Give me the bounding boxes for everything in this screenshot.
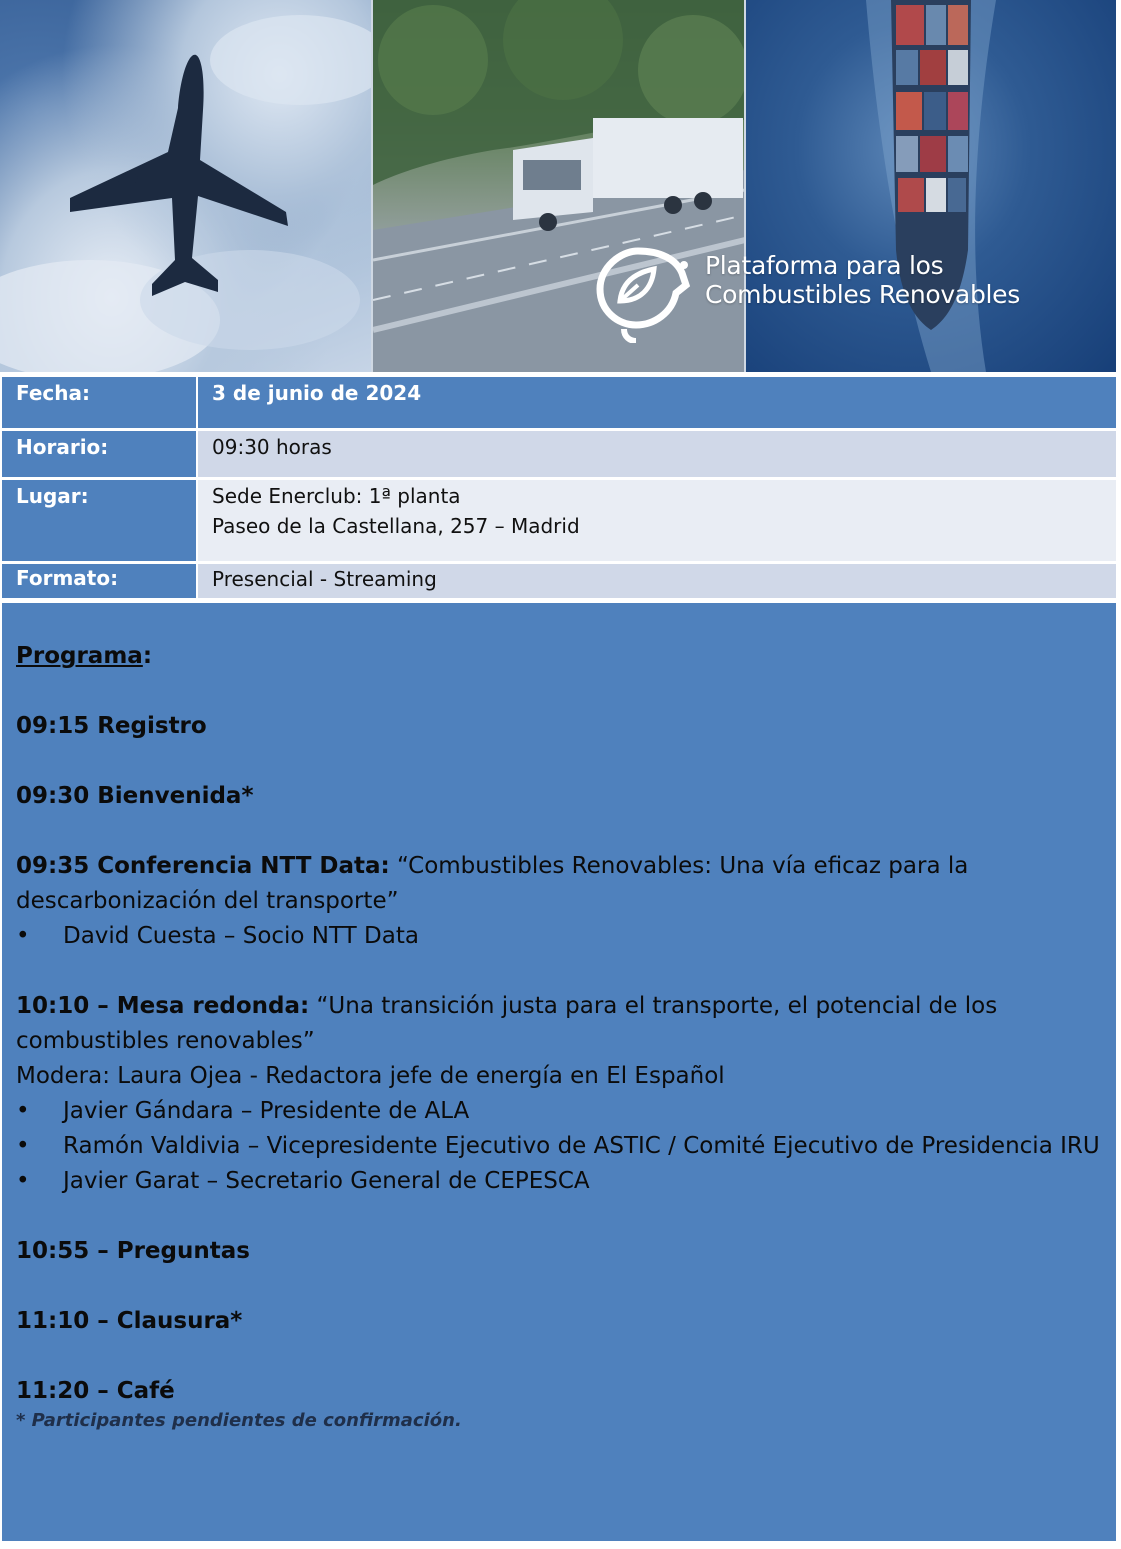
- footnote: * Participantes pendientes de confirmación.: [16, 1410, 462, 1431]
- program-section: [2, 603, 1116, 1541]
- lugar-label: Lugar:: [2, 480, 196, 561]
- leaf-drop-icon: [590, 243, 695, 343]
- lugar-line-1: Sede Enerclub: 1ª planta: [212, 484, 461, 508]
- info-row-formato: [2, 564, 1116, 598]
- agenda-item-mesa-redonda: 10:10 – Mesa redonda: “Una transición justa para el transporte, el potencial de los combustibles renovables”: [16, 993, 998, 1054]
- agenda-item-bienvenida: 09:30 Bienvenida*: [16, 783, 254, 809]
- agenda-item-registro: 09:15 Registro: [16, 713, 207, 739]
- platform-name: Plataforma para los Combustibles Renovables: [705, 251, 1020, 309]
- speaker-item: • Javier Garat – Secretario General de CEPESCA: [16, 1168, 590, 1194]
- fecha-label: Fecha:: [2, 377, 196, 428]
- formato-label: Formato:: [2, 564, 196, 598]
- horario-value: 09:30 horas: [198, 431, 1116, 477]
- agenda-item-cafe: 11:20 – Café: [16, 1378, 175, 1404]
- agenda-item-conferencia: 09:35 Conferencia NTT Data: “Combustibles Renovables: Una vía eficaz para la descarbonización del transporte”: [16, 853, 969, 914]
- agenda-item-preguntas: 10:55 – Preguntas: [16, 1238, 250, 1264]
- platform-logo: [590, 243, 1090, 343]
- lugar-line-2: Paseo de la Castellana, 257 – Madrid: [212, 514, 580, 538]
- header-banner: [0, 0, 1116, 372]
- moderator-line: Modera: Laura Ojea - Redactora jefe de energía en El Español: [16, 1063, 725, 1089]
- speaker-item: • David Cuesta – Socio NTT Data: [16, 923, 419, 949]
- airplane-icon: [0, 0, 372, 372]
- fecha-value: 3 de junio de 2024: [198, 377, 1116, 428]
- info-row-horario: [2, 431, 1116, 477]
- info-row-fecha: [2, 377, 1116, 428]
- airplane-photo: [0, 0, 372, 372]
- speaker-item: • Javier Gándara – Presidente de ALA: [16, 1098, 470, 1124]
- lugar-value: [198, 480, 1116, 561]
- info-row-lugar: [2, 480, 1116, 561]
- formato-value: Presencial - Streaming: [198, 564, 1116, 598]
- program-heading: Programa:: [16, 643, 153, 669]
- horario-label: Horario:: [2, 431, 196, 477]
- agenda-item-clausura: 11:10 – Clausura*: [16, 1308, 243, 1334]
- speaker-item: • Ramón Valdivia – Vicepresidente Ejecutivo de ASTIC / Comité Ejecutivo de Presidencia IRU: [16, 1133, 1100, 1159]
